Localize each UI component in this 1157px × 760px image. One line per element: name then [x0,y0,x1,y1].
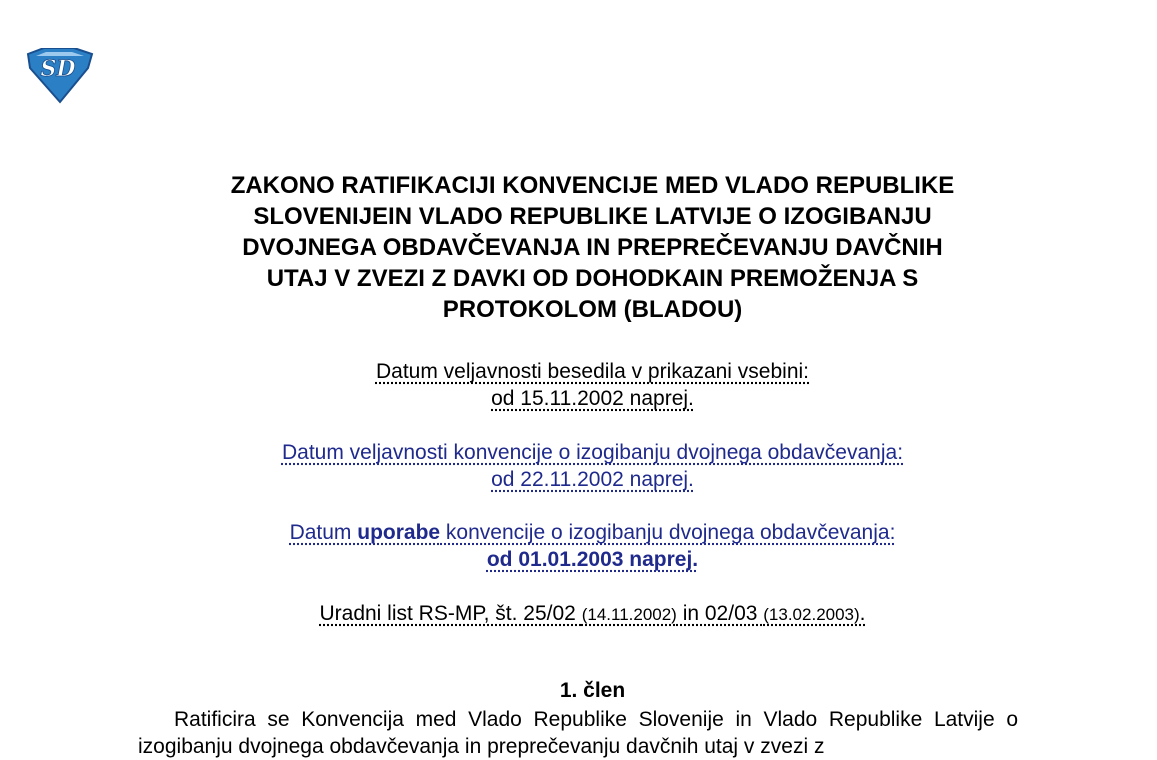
gazette-end: . [859,602,866,625]
title-line: DVOJNEGA OBDAVČEVANJA IN PREPREČEVANJU DAVČNIH [242,234,943,261]
title-line: ZAKONO RATIFIKACIJI KONVENCIJE MED VLADO REPUBLIKE [230,172,955,199]
logo-text: SD [40,56,76,82]
gazette-date2: (13.02.2003) [763,605,860,624]
document-title [150,170,1035,325]
validity-text-value[interactable]: od 15.11.2002 naprej. [491,387,694,410]
application-convention-link[interactable] [150,519,1035,546]
application-convention-value[interactable]: od 01.01.2003 naprej. [486,548,699,571]
validity-convention-block [150,439,1035,493]
validity-convention-link[interactable]: Datum veljavnosti konvencije o izogibanju dvojnega obdavčevanja: [281,441,904,464]
gazette-part2: in 02/03 [676,602,764,625]
article-heading: 1. člen [559,679,626,702]
gazette-block [150,600,1035,628]
application-label-suffix: konvencije o izogibanju dvojnega obdavčevanja: [440,521,896,544]
application-label-bold: uporabe [357,521,441,544]
validity-text-block [150,358,1035,412]
title-line: SLOVENIJEIN VLADO REPUBLIKE LATVIJE O IZOGIBANJU [253,203,932,230]
validity-text-link[interactable]: Datum veljavnosti besedila v prikazani vsebini: [375,360,810,383]
validity-convention-value[interactable]: od 22.11.2002 naprej. [491,468,694,491]
application-label-prefix: Datum [289,521,358,544]
gazette-link[interactable] [150,600,1035,628]
logo-icon [22,48,96,104]
title-line: UTAJ V ZVEZI Z DAVKI OD DOHODKAIN PREMOŽENJA S [266,265,919,292]
title-line: PROTOKOLOM (BLADOU) [442,296,743,323]
gazette-part1: Uradni list RS-MP, št. 25/02 [319,602,582,625]
gazette-date1: (14.11.2002) [581,605,677,624]
article-text: Ratificira se Konvencija med Vlado Republike Slovenije in Vlado Republike Latvije o izogibanju dvojnega obdavčevanja in preprečevanju davčnih utaj v zvezi z [138,708,1018,758]
application-convention-block [150,519,1035,573]
